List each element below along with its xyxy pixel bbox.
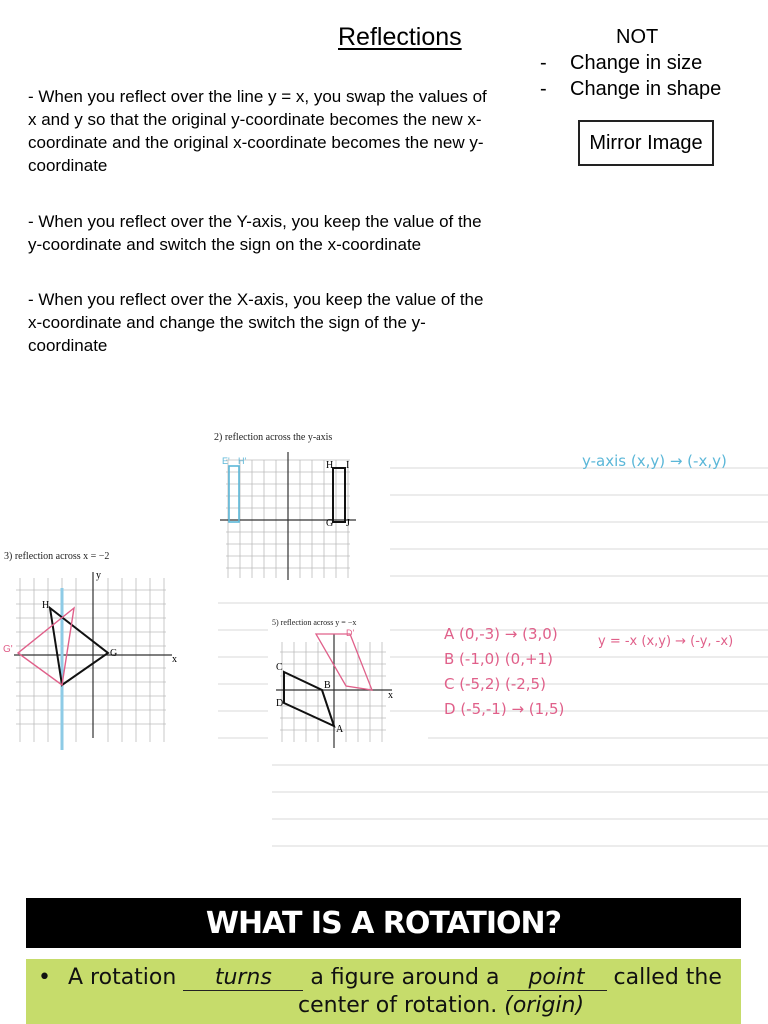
- handwritten-rule-y-neg-x: y = -x (x,y) → (-y, -x): [598, 634, 734, 649]
- problem-3-label: 3) reflection across x = −2: [4, 551, 110, 562]
- graph-point-label: D': [346, 628, 355, 638]
- handwritten-rule-y-axis: y-axis (x,y) → (-x,y): [582, 452, 727, 470]
- graph-point-label: E': [222, 456, 230, 466]
- not-list: [540, 24, 721, 102]
- work-line: A (0,-3) → (3,0): [444, 625, 558, 643]
- work-line: C (-5,2) (-2,5): [444, 675, 546, 693]
- rotation-heading: WHAT IS A ROTATION?: [26, 898, 741, 948]
- definition-line-2: [298, 993, 584, 1018]
- dash: -: [540, 78, 547, 100]
- graph-point-label: H: [326, 460, 334, 471]
- note-reflect-y-equals-x: - When you reflect over the line y = x, you swap the values of x and y so that the original y-coordinate becomes the new x-coordinate and the original x-coordinate becomes the new y-coordinate: [28, 87, 487, 175]
- fill-in-blank: turns: [183, 965, 303, 991]
- graph-point-label: B: [324, 680, 331, 691]
- not-item-label: Change in size: [570, 52, 703, 74]
- graph-point-label: C: [276, 662, 283, 673]
- problem-2-label: 2) reflection across the y-axis: [214, 432, 333, 443]
- graph-problem-3: [3, 570, 177, 750]
- definition-line-1: [68, 965, 722, 991]
- graph-point-label: A: [336, 724, 344, 735]
- definition-text: a figure around a: [310, 965, 500, 990]
- dash: -: [540, 52, 547, 74]
- graph-problem-5: [276, 628, 393, 748]
- not-item: [540, 50, 721, 76]
- definition-text: called the: [613, 965, 722, 990]
- fill-in-blank: point: [507, 965, 607, 991]
- definition-text: center of rotation.: [298, 993, 498, 1018]
- axis-label: y: [96, 570, 101, 581]
- bullet: •: [38, 965, 51, 990]
- note-reflect-y-axis: - When you reflect over the Y-axis, you keep the value of the y-coordinate and switch the sign on the x-coordinate: [28, 212, 482, 254]
- not-item: [540, 76, 721, 102]
- graph-point-label: G': [3, 644, 13, 655]
- graph-point-label: G: [110, 648, 118, 659]
- definition-text: A rotation: [68, 965, 177, 990]
- axis-label: x: [388, 690, 393, 701]
- page-title: Reflections: [338, 23, 462, 51]
- graph-point-label: G: [326, 518, 334, 529]
- not-heading: NOT: [616, 26, 659, 48]
- graph-point-label: H: [42, 600, 50, 611]
- handwritten-work-list: [444, 622, 564, 722]
- graph-point-label: J: [346, 518, 350, 529]
- axis-label: x: [172, 654, 177, 665]
- graph-point-label: I: [346, 460, 350, 471]
- problem-5-label: 5) reflection across y = −x: [272, 618, 357, 627]
- graph-problem-2: [220, 452, 356, 580]
- not-item-label: Change in shape: [570, 78, 722, 100]
- work-line: B (-1,0) (0,+1): [444, 650, 553, 668]
- graph-point-label: H': [238, 456, 247, 466]
- work-line: D (-5,-1) → (1,5): [444, 700, 565, 718]
- handwritten-note: (origin): [504, 993, 585, 1018]
- rotation-definition: [26, 959, 741, 1024]
- note-reflect-x-axis: - When you reflect over the X-axis, you keep the value of the x-coordinate and change the switch the sign of the y-coordinate: [28, 290, 484, 355]
- graph-point-label: D: [276, 698, 284, 709]
- mirror-image-box: Mirror Image: [578, 120, 714, 166]
